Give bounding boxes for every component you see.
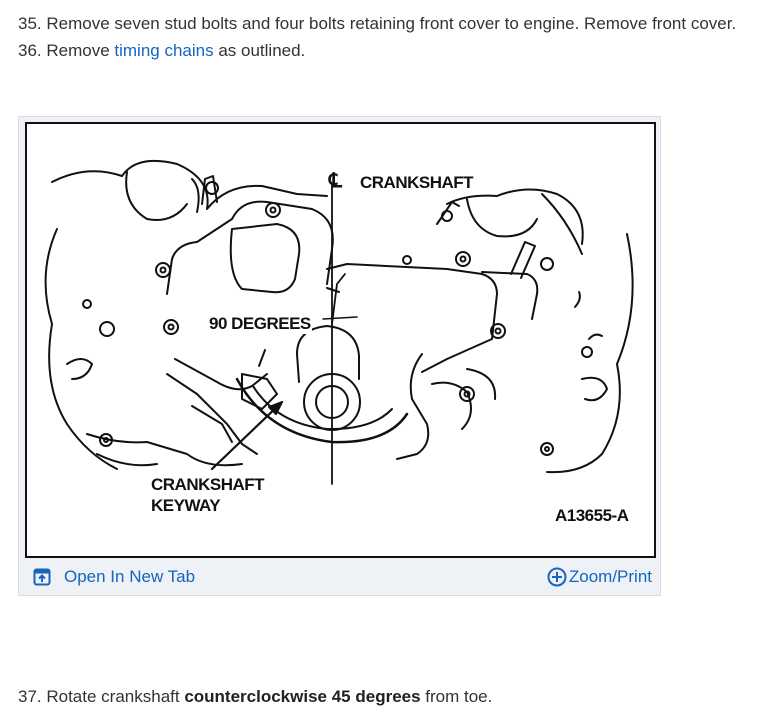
- figure-reference-code: A13655-A: [555, 506, 629, 525]
- zoom-print-label: Zoom/Print: [568, 567, 652, 586]
- zoom-print-button[interactable]: [547, 565, 652, 589]
- keyway-label-line1: CRANKSHAFT: [151, 475, 265, 494]
- open-in-new-tab-label: Open In New Tab: [64, 567, 196, 586]
- ninety-degrees-label: 90 DEGREES: [209, 314, 311, 333]
- centerline-symbol: ℄: [329, 170, 342, 192]
- step-37-suffix: from toe.: [420, 687, 493, 706]
- step-35-text: 35. Remove seven stud bolts and four bolts retaining front cover to engine. Remove front cover.: [18, 14, 737, 33]
- open-in-new-tab-button[interactable]: [33, 565, 195, 589]
- step-37-prefix: 37. Rotate crankshaft: [18, 687, 185, 706]
- zoom-plus-icon: [547, 567, 567, 587]
- figure-frame: [18, 116, 661, 596]
- timing-chains-link[interactable]: timing chains: [114, 41, 214, 60]
- step-36-suffix: as outlined.: [213, 41, 306, 60]
- step-36-prefix: 36. Remove: [18, 41, 115, 60]
- step-37-text: [18, 686, 492, 708]
- step-37-emphasis: counterclockwise 45 degrees: [184, 687, 421, 706]
- keyway-label-line2: KEYWAY: [151, 496, 221, 515]
- step-36-text: [18, 40, 305, 62]
- open-in-new-tab-icon: [33, 568, 51, 586]
- crankshaft-label: CRANKSHAFT: [360, 173, 474, 192]
- timing-cover-diagram[interactable]: [25, 122, 656, 558]
